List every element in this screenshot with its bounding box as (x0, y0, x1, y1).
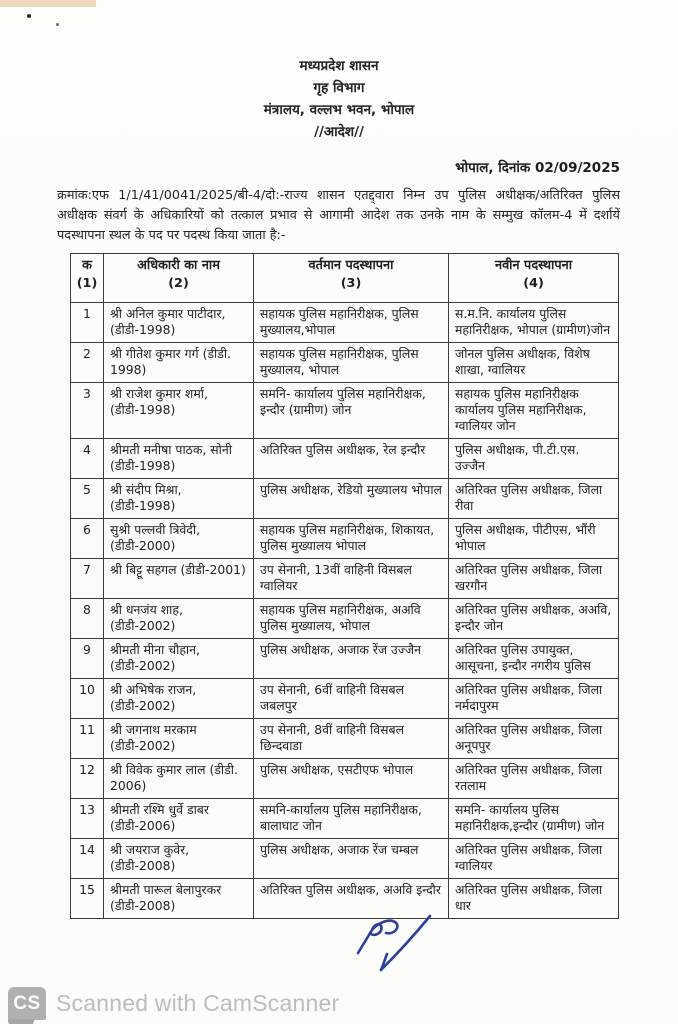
cell-current-posting: पुलिस अधीक्षक, अजाक रेंज चम्बल (254, 839, 449, 879)
cell-serial: 4 (71, 439, 104, 479)
camscanner-logo-text: CS (13, 992, 41, 1014)
camscanner-logo-icon (8, 987, 46, 1020)
cell-serial: 12 (71, 759, 104, 799)
camscanner-watermark-text: Scanned with CamScanner (56, 990, 340, 1016)
cell-officer-name: श्रीमती रश्मि धुर्वे डाबर (डीडी-2006) (104, 799, 254, 839)
cell-current-posting: पुलिस अधीक्षक, एसटीएफ भोपाल (254, 759, 449, 799)
cell-serial: 15 (71, 879, 104, 919)
signature-mark (348, 913, 448, 975)
table-row (71, 559, 619, 599)
cell-new-posting: पुलिस अधीक्षक, पीटीएस, भौंरी भोपाल (449, 519, 619, 559)
table-header-row (71, 254, 619, 303)
cell-officer-name: श्री विवेक कुमार लाल (डीडी. 2006) (104, 759, 254, 799)
cell-new-posting: सहायक पुलिस महानिरीक्षक कार्यालय पुलिस महानिरीक्षक, ग्वालियर जोन (449, 383, 619, 439)
cell-officer-name: श्री राजेश कुमार शर्मा, (डीडी-1998) (104, 383, 254, 439)
cell-officer-name: श्री गीतेश कुमार गर्ग (डीडी. 1998) (104, 343, 254, 383)
cell-new-posting: समनि- कार्यालय पुलिस महानिरीक्षक,इन्दौर (ग्रामीण) जोन (449, 799, 619, 839)
scan-artifact (56, 23, 59, 26)
cell-serial: 9 (71, 639, 104, 679)
table-row (71, 719, 619, 759)
cell-officer-name: श्री अनिल कुमार पाटीदार, (डीडी-1998) (104, 303, 254, 343)
cell-serial: 5 (71, 479, 104, 519)
table-row (71, 799, 619, 839)
cell-serial: 3 (71, 383, 104, 439)
table-row (71, 759, 619, 799)
cell-serial: 8 (71, 599, 104, 639)
scan-artifact (27, 14, 31, 18)
cell-serial: 13 (71, 799, 104, 839)
cell-current-posting: उप सेनानी, 6वीं वाहिनी विसबल जबलपुर (254, 679, 449, 719)
col-header-serial: क (1) (71, 254, 104, 303)
table-row (71, 479, 619, 519)
cell-serial: 11 (71, 719, 104, 759)
cell-new-posting: अतिरिक्त पुलिस अधीक्षक, जिला ग्वालियर (449, 839, 619, 879)
table-row (71, 303, 619, 343)
cell-officer-name: श्री बिट्टू सहगल (डीडी-2001) (104, 559, 254, 599)
cell-serial: 1 (71, 303, 104, 343)
cell-current-posting: सहायक पुलिस महानिरीक्षक, शिकायत, पुलिस मुख्यालय भोपाल (254, 519, 449, 559)
cell-officer-name: श्री जयराज कुवेर, (डीडी-2008) (104, 839, 254, 879)
cell-current-posting: सहायक पुलिस महानिरीक्षक, पुलिस मुख्यालय, भोपाल (254, 343, 449, 383)
table-row (71, 639, 619, 679)
order-intro-paragraph: क्रमांक:एफ 1/1/41/0041/2025/बी-4/दो:-राज्य शासन एतद्द्वारा निम्न उप पुलिस अधीक्षक/अतिरिक्त पुलिस अधीक्षक संवर्ग के अधिकारियों को तत्काल प्रभाव से आगामी आदेश तक उनके नाम के सम्मुख कॉलम-4 में दर्शायें पदस्थापना स्थल के पद पर पदस्थ किया जाता है:- (57, 188, 620, 243)
transfer-table-head (71, 254, 619, 303)
office-address: मंत्रालय, वल्लभ भवन, भोपाल (263, 102, 415, 118)
cell-new-posting: स.म.नि. कार्यालय पुलिस महानिरीक्षक, भोपाल (ग्रामीण)जोन (449, 303, 619, 343)
cell-new-posting: अतिरिक्त पुलिस अधीक्षक, जिला अनूपपुर (449, 719, 619, 759)
cell-officer-name: श्री जगनाथ मरकाम (डीडी-2002) (104, 719, 254, 759)
cell-current-posting: पुलिस अधीक्षक, अजाक रेंज उज्जैन (254, 639, 449, 679)
table-row (71, 679, 619, 719)
cell-serial: 10 (71, 679, 104, 719)
cell-serial: 14 (71, 839, 104, 879)
cell-current-posting: समनि-कार्यालय पुलिस महानिरीक्षक, बालाघाट जोन (254, 799, 449, 839)
cell-current-posting: अतिरिक्त पुलिस अधीक्षक, रेल इन्दौर (254, 439, 449, 479)
cell-officer-name: श्री धनजंय शाह, (डीडी-2002) (104, 599, 254, 639)
cell-new-posting: अतिरिक्त पुलिस अधीक्षक, जिला रतलाम (449, 759, 619, 799)
cell-new-posting: अतिरिक्त पुलिस अधीक्षक, अअवि, इन्दौर जोन (449, 599, 619, 639)
cell-new-posting: अतिरिक्त पुलिस अधीक्षक, जिला धार (449, 879, 619, 919)
table-row (71, 343, 619, 383)
cell-current-posting: सहायक पुलिस महानिरीक्षक, पुलिस मुख्यालय,भोपाल (254, 303, 449, 343)
cell-current-posting: अतिरिक्त पुलिस अधीक्षक, अअवि इन्दौर (254, 879, 449, 919)
col-header-officer-name: अधिकारी का नाम (2) (104, 254, 254, 303)
col-header-current-posting: वर्तमान पदस्थापना (3) (254, 254, 449, 303)
cell-officer-name: श्रीमती मीना चौहान, (डीडी-2002) (104, 639, 254, 679)
government-title: मध्यप्रदेश शासन (299, 58, 379, 74)
col-header-new-posting: नवीन पदस्थापना (4) (449, 254, 619, 303)
transfer-table-body (71, 303, 619, 919)
department-title: गृह विभाग (313, 80, 365, 96)
cell-new-posting: पुलिस अधीक्षक, पी.टी.एस. उज्जैन (449, 439, 619, 479)
cell-officer-name: श्री अभिषेक राजन, (डीडी-2002) (104, 679, 254, 719)
cell-current-posting: उप सेनानी, 13वीं वाहिनी विसबल ग्वालियर (254, 559, 449, 599)
cell-serial: 2 (71, 343, 104, 383)
scan-artifact (0, 0, 96, 7)
table-row (71, 879, 619, 919)
cell-officer-name: सुश्री पल्लवी त्रिवेदी, (डीडी-2000) (104, 519, 254, 559)
cell-officer-name: श्री संदीप मिश्रा, (डीडी-1998) (104, 479, 254, 519)
cell-current-posting: सहायक पुलिस महानिरीक्षक, अअवि पुलिस मुख्यालय, भोपाल (254, 599, 449, 639)
table-row (71, 383, 619, 439)
cell-officer-name: श्रीमती मनीषा पाठक, सोनी (डीडी-1998) (104, 439, 254, 479)
cell-new-posting: अतिरिक्त पुलिस अधीक्षक, जिला रीवा (449, 479, 619, 519)
cell-current-posting: उप सेनानी, 8वीं वाहिनी विसबल छिन्दवाडा (254, 719, 449, 759)
cell-new-posting: अतिरिक्त पुलिस अधीक्षक, जिला खरगौन (449, 559, 619, 599)
cell-officer-name: श्रीमती पारूल बेलापुरकर (डीडी-2008) (104, 879, 254, 919)
cell-serial: 6 (71, 519, 104, 559)
place-date-line: भोपाल, दिनांक 02/09/2025 (455, 160, 620, 176)
cell-new-posting: अतिरिक्त पुलिस उपायुक्त, आसूचना, इन्दौर नगरीय पुलिस (449, 639, 619, 679)
table-row (71, 439, 619, 479)
signature-ink-icon (348, 913, 448, 975)
cell-current-posting: समनि- कार्यालय पुलिस महानिरीक्षक, इन्दौर (ग्रामीण) जोन (254, 383, 449, 439)
table-row (71, 599, 619, 639)
order-heading: //आदेश// (314, 124, 364, 140)
table-row (71, 839, 619, 879)
cell-serial: 7 (71, 559, 104, 599)
table-row (71, 519, 619, 559)
cell-new-posting: जोनल पुलिस अधीक्षक, विशेष शाखा, ग्वालियर (449, 343, 619, 383)
cell-current-posting: पुलिस अधीक्षक, रेडियो मुख्यालय भोपाल (254, 479, 449, 519)
camscanner-watermark (8, 987, 339, 1020)
cell-new-posting: अतिरिक्त पुलिस अधीक्षक, जिला नर्मदापुरम (449, 679, 619, 719)
transfer-table (70, 253, 619, 919)
document-header (0, 0, 678, 143)
